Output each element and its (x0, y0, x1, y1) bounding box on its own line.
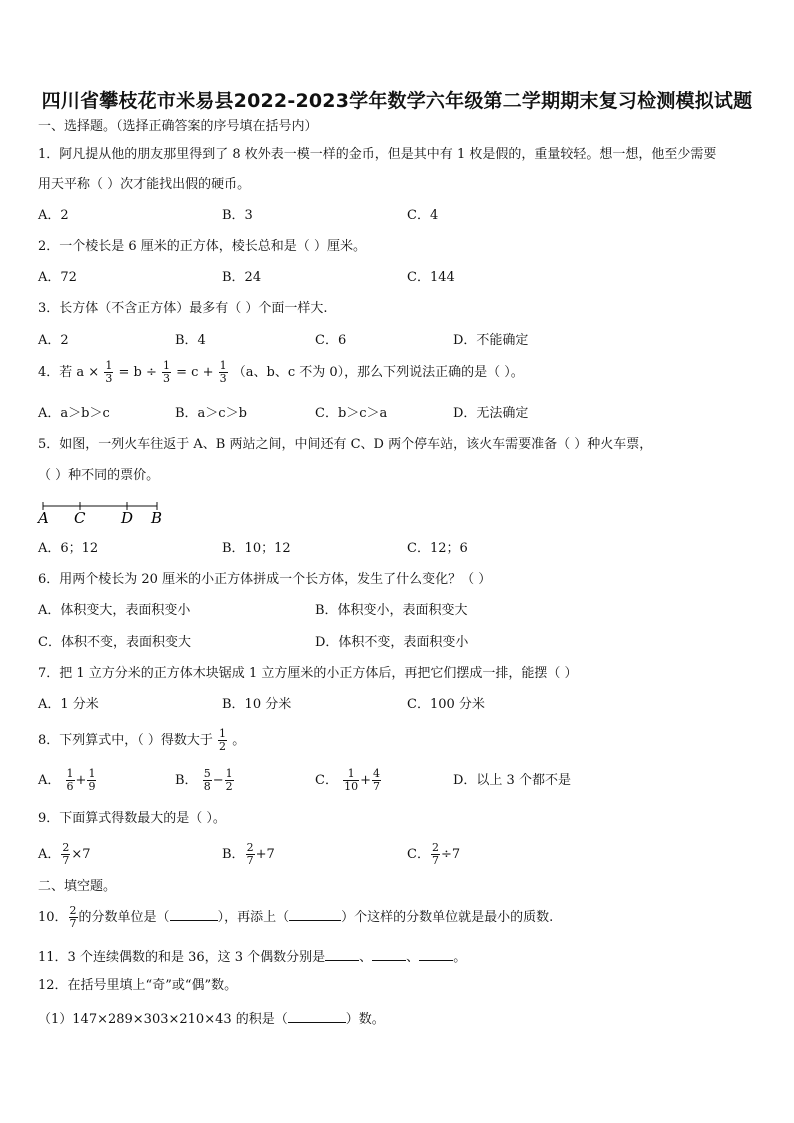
question-3-option-a: A．2 (38, 333, 69, 348)
fraction-denominator: 9 (88, 780, 96, 793)
fraction-numerator: 1 (162, 359, 170, 372)
page-title: 四川省攀枝花市米易县2022-2023学年数学六年级第二学期期末复习检测模拟试题 (41, 90, 753, 112)
fraction-two-sevenths (69, 905, 78, 930)
fraction (343, 768, 359, 793)
section-fill-heading: 二、填空题。 (38, 879, 117, 894)
separator: 、 (406, 950, 420, 965)
separator: 、 (359, 950, 373, 965)
fraction-two-sevenths (431, 842, 440, 867)
fraction-numerator: 1 (66, 767, 74, 780)
option-label: B． (222, 847, 245, 862)
fraction-numerator: 2 (246, 841, 254, 854)
fraction-denominator: 7 (246, 854, 254, 867)
fraction-numerator: 2 (62, 841, 70, 854)
fraction (203, 768, 212, 793)
fraction-one-third (104, 360, 113, 385)
station-label-d: D (121, 509, 134, 527)
question-4-option-d: D．无法确定 (453, 406, 529, 421)
question-4-option-a: A．a＞b＞c (38, 406, 110, 421)
fraction-numerator: 1 (347, 767, 355, 780)
question-2-option-c: C．144 (407, 270, 455, 285)
question-5-line1: 5．如图，一列火车往返于 A、B 两站之间，中间还有 C、D 两个停车站，该火车需要准备（ ）种火车票， (38, 437, 653, 452)
operator: +7 (255, 847, 275, 862)
question-10-part1: 的分数单位是（ (78, 910, 170, 925)
operator: ÷7 (440, 847, 461, 862)
fraction-denominator: 6 (66, 780, 74, 793)
question-8-option-d: D．以上 3 个都不是 (453, 773, 571, 788)
option-label: A． (38, 773, 61, 788)
question-12-sub-1-end: ）数。 (345, 1012, 385, 1027)
option-label: B． (175, 773, 198, 788)
question-8-post: 。 (232, 733, 246, 748)
fraction-one-third (162, 360, 171, 385)
option-label: C． (315, 773, 338, 788)
question-4-option-b: B．a＞c＞b (175, 406, 247, 421)
station-label-c: C (74, 509, 86, 527)
fraction-denominator: 2 (225, 780, 233, 793)
operator: ×7 (71, 847, 91, 862)
question-1-option-c: C．4 (407, 208, 439, 223)
question-9-text: 9．下面算式得数最大的是（ ）。 (38, 811, 226, 826)
question-4-eq2: = c + (176, 365, 214, 380)
section-choice-heading: 一、选择题。（选择正确答案的序号填在括号内） (38, 119, 318, 134)
question-8-pre: 8．下列算式中，（ ）得数大于 (38, 733, 213, 748)
fraction (225, 768, 234, 793)
question-3-option-c: C．6 (315, 333, 347, 348)
question-9-option-c (407, 840, 460, 870)
operator: + (360, 773, 371, 788)
question-2-text: 2．一个棱长是 6 厘米的正方体，棱长总和是（ ）厘米。 (38, 239, 366, 254)
answer-blank[interactable] (419, 946, 453, 961)
question-1-option-a: A．2 (38, 208, 69, 223)
fraction-denominator: 8 (203, 780, 211, 793)
question-12-sub-1 (38, 1008, 385, 1029)
question-6-option-d: D．体积不变，表面积变小 (315, 635, 469, 650)
question-11-end: 。 (453, 950, 467, 965)
question-11-text (38, 946, 466, 967)
question-4-eq1: = b ÷ (118, 365, 157, 380)
fraction-denominator: 2 (219, 740, 227, 753)
answer-blank[interactable] (325, 946, 359, 961)
question-1-line1: 1．阿凡提从他的朋友那里得到了 8 枚外表一模一样的金币，但是其中有 1 枚是假的，重量较轻。想一想，他至少需要 (38, 147, 717, 162)
question-6-option-a: A．体积变大，表面积变小 (38, 603, 191, 618)
question-1-option-b: B．3 (222, 208, 253, 223)
question-5-line2: （ ）种不同的票价。 (38, 468, 160, 483)
question-10-part2: ），再添上（ (217, 910, 290, 925)
question-8-text (38, 726, 245, 756)
question-10-text (38, 903, 553, 933)
question-5-option-a: A．6；12 (38, 541, 99, 556)
question-12-text: 12．在括号里填上“奇”或“偶”数。 (38, 978, 238, 993)
question-4-pre: 4．若 a × (38, 365, 100, 380)
question-3-text: 3．长方体（不含正方体）最多有（ ）个面一样大. (38, 301, 328, 316)
fraction-denominator: 7 (62, 854, 70, 867)
fraction-numerator: 1 (88, 767, 96, 780)
question-7-option-a: A．1 分米 (38, 697, 99, 712)
fraction-denominator: 7 (373, 780, 380, 793)
question-8-option-a (38, 766, 97, 796)
option-label: A． (38, 847, 61, 862)
question-6-text: 6．用两个棱长为 20 厘米的小正方体拼成一个长方体，发生了什么变化？（ ） (38, 572, 492, 587)
fraction-numerator: 1 (225, 767, 233, 780)
fraction-denominator: 3 (105, 372, 113, 385)
fraction-denominator: 7 (69, 917, 77, 930)
question-11-prompt: 11．3 个连续偶数的和是 36，这 3 个偶数分别是 (38, 950, 326, 965)
fraction (66, 768, 75, 793)
question-10-number: 10． (38, 910, 68, 925)
station-label-b: B (151, 509, 163, 527)
question-4-post: （a、b、c 不为 0），那么下列说法正确的是（ ）。 (232, 365, 524, 380)
fraction-denominator: 7 (431, 854, 439, 867)
station-label-a: A (38, 509, 49, 527)
question-4-text (38, 358, 524, 388)
answer-blank[interactable] (170, 906, 218, 921)
question-9-option-a (38, 840, 91, 870)
station-line-diagram (36, 500, 176, 530)
operator: − (212, 773, 224, 788)
question-9-option-b (222, 840, 275, 870)
question-7-text: 7．把 1 立方分米的正方体木块锯成 1 立方厘米的小正方体后，再把它们摆成一排，能摆（ ） (38, 666, 578, 681)
option-label: C． (407, 847, 430, 862)
fraction-numerator: 2 (431, 841, 439, 854)
fraction-one-half (218, 728, 227, 753)
question-2-option-a: A．72 (38, 270, 77, 285)
question-2-option-b: B．24 (222, 270, 262, 285)
fraction-numerator: 5 (203, 767, 211, 780)
question-8-option-c (315, 766, 382, 796)
question-8-option-b (175, 766, 235, 796)
question-5-option-c: C．12；6 (407, 541, 468, 556)
fraction-two-sevenths (61, 842, 70, 867)
fraction-numerator: 1 (219, 727, 227, 740)
answer-blank[interactable] (289, 906, 341, 921)
operator: + (75, 773, 87, 788)
question-3-option-b: B．4 (175, 333, 206, 348)
question-6-option-c: C．体积不变，表面积变大 (38, 635, 191, 650)
fraction-numerator: 1 (105, 359, 113, 372)
question-6-option-b: B．体积变小，表面积变大 (315, 603, 468, 618)
fraction-one-third (219, 360, 228, 385)
question-7-option-b: B．10 分米 (222, 697, 292, 712)
fraction-denominator: 3 (219, 372, 227, 385)
answer-blank[interactable] (288, 1008, 346, 1023)
question-10-part3: ）个这样的分数单位就是最小的质数. (341, 910, 554, 925)
fraction-numerator: 4 (373, 767, 380, 780)
answer-blank[interactable] (372, 946, 406, 961)
question-5-option-b: B．10；12 (222, 541, 291, 556)
fraction (372, 768, 381, 793)
fraction-denominator: 10 (344, 780, 359, 793)
fraction-denominator: 3 (162, 372, 170, 385)
fraction-two-sevenths (246, 842, 255, 867)
fraction-numerator: 1 (219, 359, 227, 372)
question-4-option-c: C．b＞c＞a (315, 406, 388, 421)
question-1-line2: 用天平称（ ）次才能找出假的硬币。 (38, 177, 251, 192)
fraction-numerator: 2 (69, 904, 77, 917)
question-3-option-d: D．不能确定 (453, 333, 529, 348)
question-7-option-c: C．100 分米 (407, 697, 485, 712)
question-12-sub-1-prompt: （1）147×289×303×210×43 的积是（ (38, 1012, 288, 1027)
fraction (87, 768, 96, 793)
